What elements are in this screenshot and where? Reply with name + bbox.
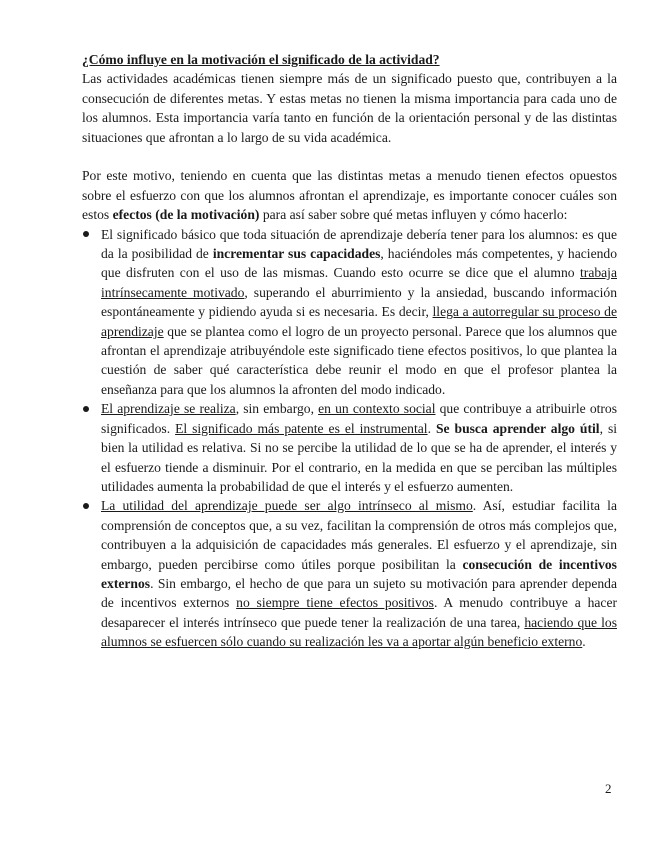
underlined-phrase: no siempre tiene efectos positivos bbox=[236, 595, 434, 611]
item-text: . A menudo contribuye a hacer desaparecer el interés intrínseco que puede tener la realización de una tarea, bbox=[101, 595, 618, 630]
item-text: , haciéndoles más competentes, y haciendo que disfruten con el uso de las mismas. Cuando esto ocurre se dice que el alumno bbox=[101, 246, 617, 281]
bold-phrase: Se busca aprender algo útil bbox=[435, 420, 600, 436]
list-item bbox=[82, 399, 617, 496]
bold-phrase: efectos (de la motivación) bbox=[112, 207, 260, 223]
underlined-phrase: haciendo que los alumnos se esfuercen sólo cuando su realización les va a aportar algún beneficio externo bbox=[101, 614, 618, 650]
bold-phrase: incrementar sus capacidades bbox=[212, 246, 381, 262]
item-text: . Sin embargo, el hecho de que para un sujeto su motivación para aprender dependa de incentivos externos bbox=[101, 575, 617, 611]
document-page bbox=[82, 50, 617, 652]
underlined-phrase: La utilidad del aprendizaje puede ser algo intrínseco al mismo bbox=[101, 498, 473, 514]
paragraph-text: para así saber sobre qué metas influyen y cómo hacerlo: bbox=[259, 207, 568, 223]
page-number: 2 bbox=[605, 781, 612, 796]
underlined-phrase: trabaja intrínsecamente motivado bbox=[101, 265, 617, 300]
list-item bbox=[82, 496, 617, 651]
item-text: que contribuye a atribuirle otros significados. bbox=[101, 401, 618, 436]
item-text: , si bien la utilidad es relativa. Si no se percibe la utilidad de lo que se ha de aprender, el interés y el esfuerzo tiende a disminuir. Por el contrario, en la medida en que se perciban las múltiples utilidades aumenta la probabilidad de que el interés y el esfuerzo aumenten. bbox=[101, 420, 618, 494]
item-text: . Así, estudiar facilita la comprensión de conceptos que, a su vez, facilitan la comprensión de otros más complejos que, contribuyen a la adquisición de capacidades más generales. El esfuerzo y el aprendizaje, sin embargo, pueden percibirse como útiles porque posibilitan la bbox=[101, 498, 617, 572]
intro-paragraph: Las actividades académicas tienen siempre más de un significado puesto que, contribuyen a la consecución de diferentes metas. Y estas metas no tienen la misma importancia para cada uno de los alumnos. Esta importancia varía tanto en función de la orientación personal y de las distintas situaciones que afrontan a lo largo de su vida académica. bbox=[82, 71, 617, 145]
underlined-phrase: en un contexto social bbox=[318, 401, 436, 417]
paragraph-spacer bbox=[82, 147, 617, 166]
list-item bbox=[82, 225, 617, 400]
item-text: . bbox=[582, 634, 586, 650]
item-text: , superando el aburrimiento y la ansiedad, buscando información espontáneamente y pidiendo ayuda si es necesaria. Es decir, bbox=[101, 284, 617, 320]
paragraph-text: Por este motivo, teniendo en cuenta que las distintas metas a menudo tienen efectos opuestos sobre el esfuerzo con que los alumnos afrontan el aprendizaje, es importante conocer cuáles son estos bbox=[82, 168, 617, 223]
motivation-effects-paragraph bbox=[82, 166, 617, 224]
section-heading: ¿Cómo influye en la motivación el significado de la actividad? bbox=[82, 52, 440, 67]
item-text: . bbox=[427, 420, 436, 436]
underlined-phrase: llega a autorregular su proceso de aprendizaje bbox=[101, 304, 618, 339]
item-text: , sin embargo, bbox=[235, 401, 319, 417]
underlined-phrase: El significado más patente es el instrumental bbox=[175, 420, 428, 436]
item-text: El significado básico que toda situación de aprendizaje debería tener para los alumnos: es que da la posibilidad de bbox=[101, 226, 617, 262]
item-text: que se plantea como el logro de un proyecto personal. Parece que los alumnos que afrontan el aprendizaje atribuyéndole este significado tiene efectos positivos, lo que plantea la cuestión de saber qué característica debe reunir el modo en que el profesor plantea la enseñanza para que los alumnos la afronten del modo indicado. bbox=[101, 323, 617, 397]
effects-list bbox=[82, 225, 617, 652]
bold-phrase: consecución de incentivos externos bbox=[101, 556, 617, 591]
underlined-phrase: El aprendizaje se realiza bbox=[101, 401, 236, 417]
